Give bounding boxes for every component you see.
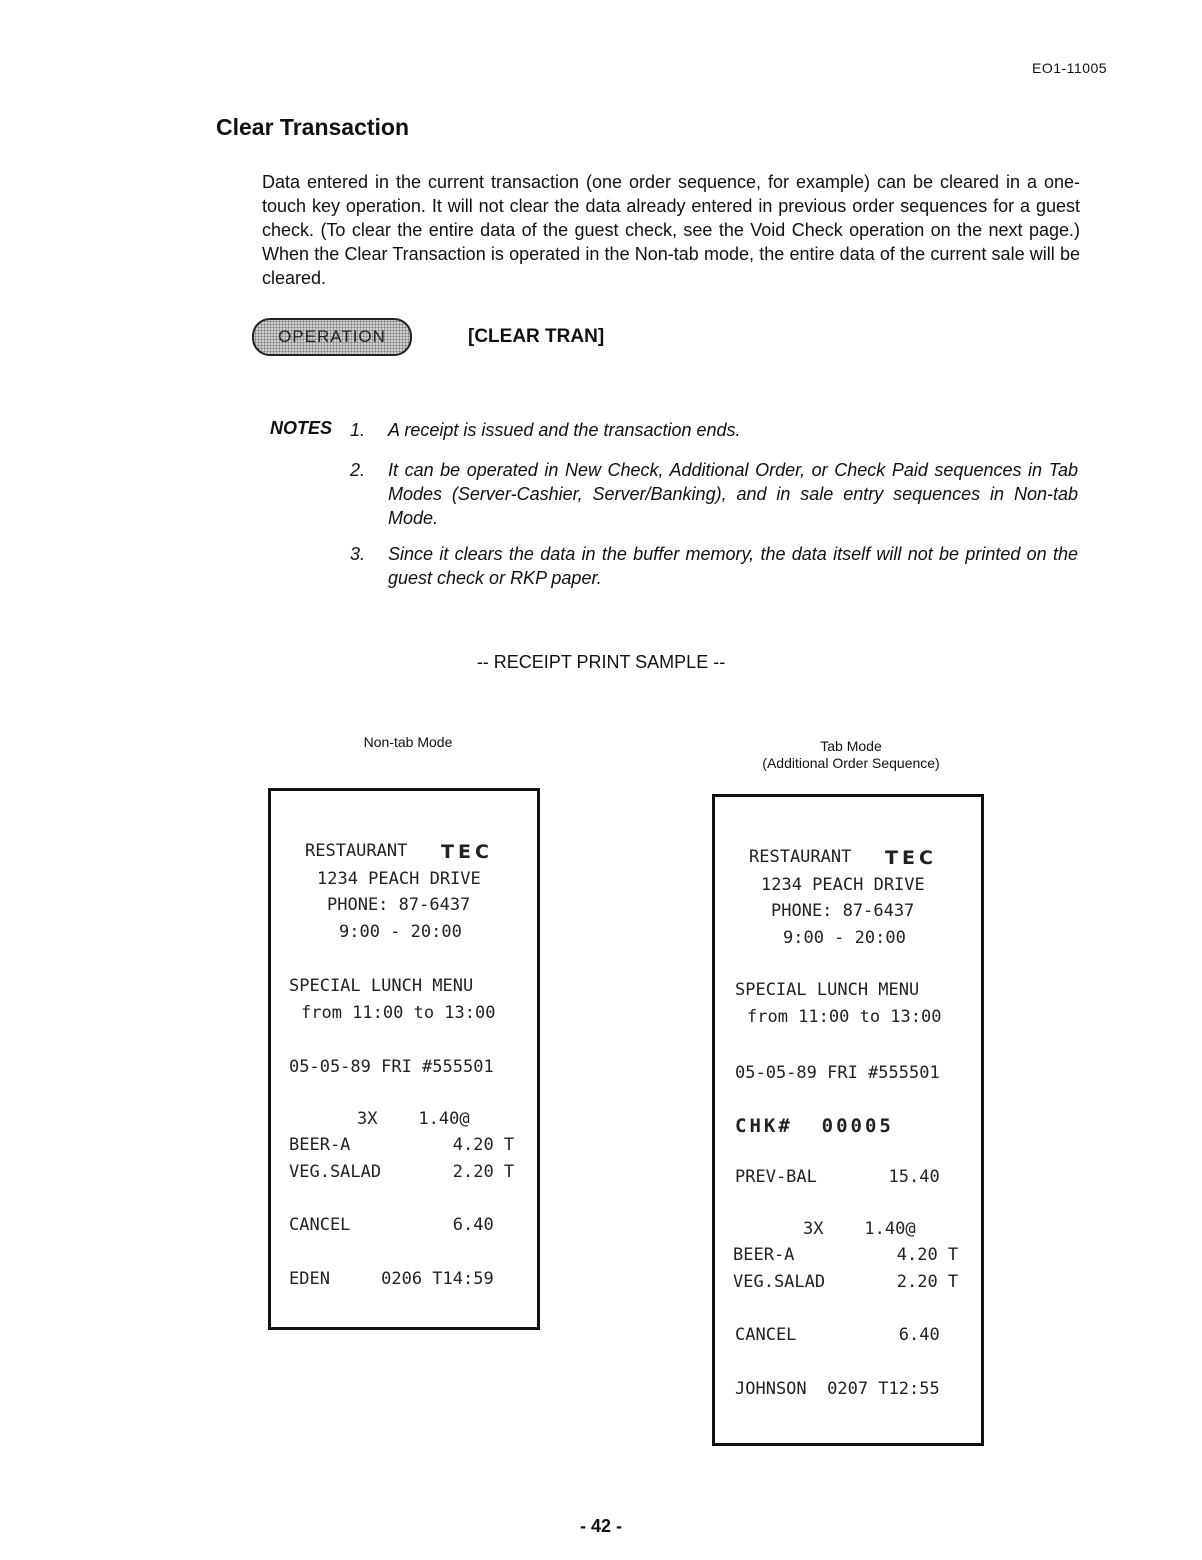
tab-mode-title: Tab Mode (820, 738, 882, 754)
receipt-cancel: CANCEL 6.40 (289, 1215, 494, 1235)
notes-label: NOTES (270, 418, 333, 438)
receipt-brand-logo: TEC (885, 847, 937, 869)
receipt-check-number: CHK# 00005 (735, 1115, 894, 1137)
note-item (350, 542, 1078, 590)
receipt-menu: SPECIAL LUNCH MENU (735, 980, 920, 1000)
receipt-phone: PHONE: 87-6437 (771, 901, 915, 921)
receipt-brand-logo: TEC (441, 841, 493, 863)
receipt-item: VEG.SALAD 2.20 T (733, 1272, 959, 1292)
note-text: Since it clears the data in the buffer memory, the data itself will not be printed on the guest check or RKP paper. (388, 544, 1078, 588)
nontab-mode-label: Non-tab Mode (363, 734, 453, 750)
receipt-restaurant: RESTAURANT (305, 841, 408, 861)
note-item (350, 458, 1078, 530)
receipt-menu-time: from 11:00 to 13:00 (301, 1003, 496, 1023)
note-number: 2. (350, 460, 366, 480)
intro-paragraph: Data entered in the current transaction (one order sequence, for example) can be cleared in a one-touch key operation. It will not clear the data already entered in previous order sequences for a guest check. (To clear the entire data of the guest check, see the Void Check operation on the next page.) When the Clear Transaction is operated in the Non-tab mode, the entire data of the current sale will be cleared. (262, 172, 1080, 288)
receipt-footer: JOHNSON 0207 T12:55 (735, 1379, 940, 1399)
note-item (350, 418, 1078, 442)
tab-mode-subtitle: (Additional Order Sequence) (762, 755, 940, 771)
receipt-sample-heading: -- RECEIPT PRINT SAMPLE -- (476, 652, 726, 672)
nontab-receipt (268, 788, 540, 1330)
receipt-item: VEG.SALAD 2.20 T (289, 1162, 515, 1182)
receipt-qty: 3X 1.40@ (803, 1219, 916, 1239)
note-number: 1. (350, 420, 366, 440)
note-text: A receipt is issued and the transaction ends. (388, 420, 741, 440)
note-text: It can be operated in New Check, Additional Order, or Check Paid sequences in Tab Modes (Server-Cashier, Server/Banking), and in sale entry sequences in Non-tab Mode. (388, 460, 1078, 528)
receipt-previous-balance: PREV-BAL 15.40 (735, 1167, 940, 1187)
receipt-date: 05-05-89 FRI #555501 (289, 1057, 494, 1077)
receipt-hours: 9:00 - 20:00 (783, 928, 906, 948)
tab-mode-label (736, 738, 966, 772)
tab-receipt (712, 794, 984, 1446)
note-number: 3. (350, 544, 366, 564)
receipt-address: 1234 PEACH DRIVE (761, 875, 925, 895)
receipt-hours: 9:00 - 20:00 (339, 922, 462, 942)
receipt-address: 1234 PEACH DRIVE (317, 869, 481, 889)
document-id: EO1-11005 (1032, 60, 1108, 76)
clear-tran-key-label: [CLEAR TRAN] (468, 326, 605, 347)
receipt-footer: EDEN 0206 T14:59 (289, 1269, 494, 1289)
receipt-phone: PHONE: 87-6437 (327, 895, 471, 915)
receipt-qty: 3X 1.40@ (357, 1109, 470, 1129)
receipt-menu: SPECIAL LUNCH MENU (289, 976, 474, 996)
section-title: Clear Transaction (216, 114, 410, 140)
receipt-cancel: CANCEL 6.40 (735, 1325, 940, 1345)
receipt-item: BEER-A 4.20 T (733, 1245, 959, 1265)
receipt-item: BEER-A 4.20 T (289, 1135, 515, 1155)
operation-row (252, 318, 604, 356)
page-number: - 42 - (579, 1516, 622, 1536)
receipt-date: 05-05-89 FRI #555501 (735, 1063, 940, 1083)
operation-badge: OPERATION (252, 318, 412, 356)
receipt-restaurant: RESTAURANT (749, 847, 852, 867)
receipt-menu-time: from 11:00 to 13:00 (747, 1007, 942, 1027)
